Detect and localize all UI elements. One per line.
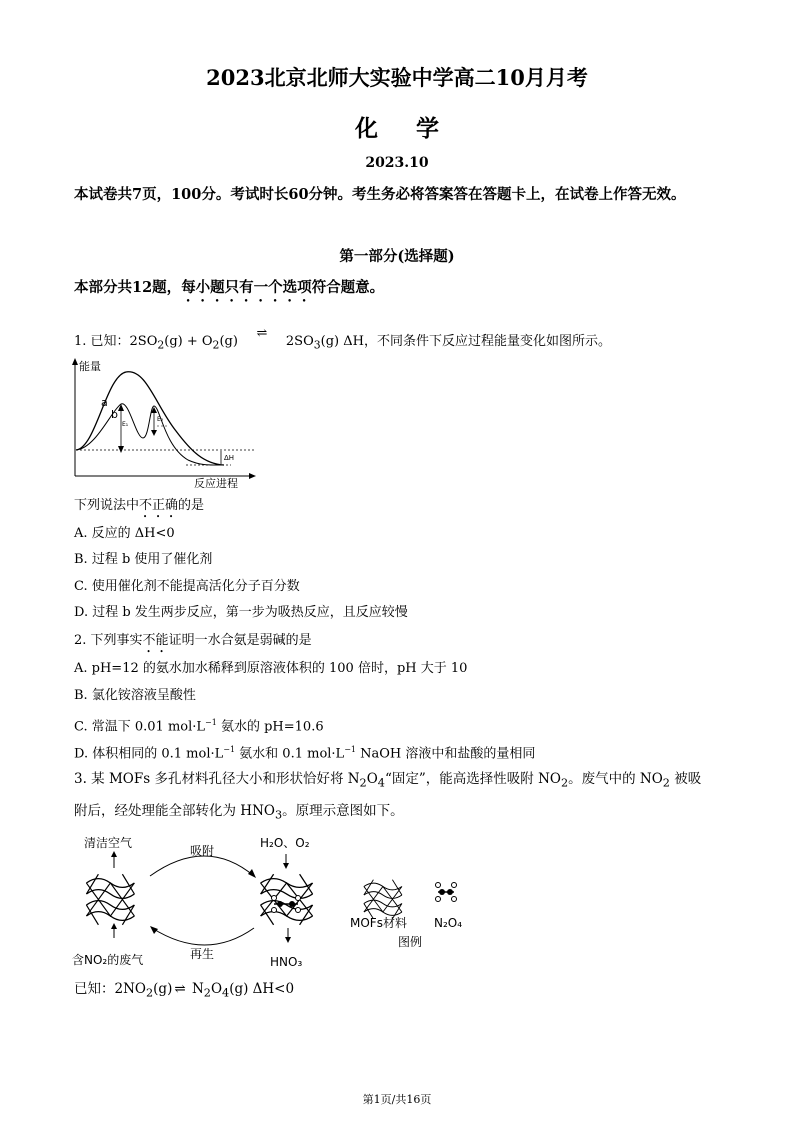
legend-n2o4-icon bbox=[436, 883, 457, 902]
q1-option-b: B. 过程 b 使用了催化剂 bbox=[74, 552, 213, 567]
x-axis-label: 反应进程 bbox=[194, 477, 238, 488]
q2-option-d bbox=[74, 741, 535, 763]
q1-ask-pre: 下列说法中 bbox=[74, 498, 140, 513]
given-sub: 4 bbox=[222, 986, 230, 1000]
arrow-down-icon bbox=[285, 937, 291, 943]
legend-label: 图例 bbox=[398, 935, 423, 949]
q3-l1-mid2: 。废气中的 NO bbox=[568, 771, 663, 787]
given-pre: 已知：2NO bbox=[74, 981, 146, 997]
q2-stem-pre: 2. 下列事实 bbox=[74, 633, 143, 648]
arrow-up-icon bbox=[111, 851, 117, 857]
q1-stem-part: (g) ΔH，不同条件下反应过程能量变化如图所示。 bbox=[320, 334, 611, 349]
q3-o: O bbox=[366, 771, 378, 787]
given-equilibrium-arrow: ⇌ bbox=[174, 981, 186, 997]
arrow-down-icon bbox=[283, 863, 289, 869]
arrow-up-icon bbox=[111, 923, 117, 929]
e2-label: E₂ bbox=[157, 416, 164, 423]
q2-stem-emph: 不能 bbox=[142, 633, 169, 648]
e1-arrowhead-icon bbox=[118, 404, 124, 411]
q3-line1 bbox=[74, 770, 701, 793]
given-sub: 2 bbox=[203, 986, 211, 1000]
arrow-left-icon bbox=[150, 926, 158, 934]
adsorb-arrow bbox=[150, 856, 254, 876]
y-axis-label: 能量 bbox=[79, 360, 101, 373]
q3-l2-post: 。原理示意图如下。 bbox=[282, 803, 404, 819]
regen-label: 再生 bbox=[190, 947, 215, 961]
subject-title: 化学 bbox=[355, 115, 477, 142]
e1-label: E₁ bbox=[122, 421, 129, 428]
exam-date: 2023.10 bbox=[365, 155, 429, 171]
q1-sub: 3 bbox=[313, 338, 321, 352]
page-title: 2023北京北师大实验中学高二10月月考 bbox=[206, 65, 588, 90]
part-note-suffix: 符合题意。 bbox=[311, 279, 385, 296]
regen-arrow bbox=[152, 928, 254, 945]
hno3-label: HNO₃ bbox=[270, 955, 303, 969]
y-axis-arrow-icon bbox=[72, 358, 78, 365]
q1-stem-part: 2SO bbox=[285, 334, 314, 349]
q3-sub: 2 bbox=[359, 776, 367, 790]
q2-c-sup: −1 bbox=[205, 718, 217, 727]
q2-d-sup: −1 bbox=[344, 745, 356, 754]
curve-a-label: a bbox=[101, 396, 108, 409]
given-o: O bbox=[210, 981, 223, 997]
clean-air-label: 清洁空气 bbox=[84, 836, 133, 850]
given-mid: (g) bbox=[153, 981, 173, 997]
q3-l1-post: 被吸 bbox=[669, 771, 702, 787]
q2-stem-post: 证明一水合氨是弱碱的是 bbox=[168, 633, 312, 648]
q3-sub: 3 bbox=[274, 808, 283, 822]
q3-l1-mid: “固定”，能高选择性吸附 NO bbox=[384, 771, 561, 787]
e1-arrowhead-bottom-icon bbox=[118, 446, 124, 453]
waste-gas-label: 含NO₂的废气 bbox=[72, 953, 144, 967]
part-note-prefix: 本部分共12题， bbox=[74, 279, 182, 296]
q2-c-post: 氨水的 pH=10.6 bbox=[216, 719, 324, 735]
curve-b bbox=[76, 404, 224, 465]
q2-d-pre: D. 体积相同的 0.1 mol·L bbox=[74, 746, 224, 762]
page-footer: 第1页/共16页 bbox=[362, 1093, 432, 1106]
q2-option-b: B. 氯化铵溶液呈酸性 bbox=[74, 688, 196, 703]
given-post: (g) ΔH<0 bbox=[229, 981, 295, 997]
q3-sub: 4 bbox=[377, 776, 385, 790]
q2-option-a: A. pH=12 的氨水加水稀释到原溶液体积的 100 倍时，pH 大于 10 bbox=[74, 661, 468, 676]
q1-stem-part: 1. 已知：2SO bbox=[74, 334, 158, 349]
h2o-o2-label: H₂O、O₂ bbox=[260, 836, 310, 850]
q3-sub: 2 bbox=[560, 776, 569, 790]
arrow-right-icon bbox=[248, 869, 256, 878]
energy-diagram bbox=[66, 356, 266, 488]
given-sub: 2 bbox=[145, 986, 154, 1000]
q3-l2-pre: 附后，经处理能全部转化为 HNO bbox=[74, 803, 275, 819]
q3-given bbox=[74, 980, 294, 1003]
legend-mofs-icon bbox=[364, 880, 402, 919]
q1-stem bbox=[74, 326, 611, 355]
q1-sub: 2 bbox=[212, 338, 220, 352]
q2-d-post: NaOH 溶液中和盐酸的量相同 bbox=[356, 746, 536, 762]
exam-instructions: 本试卷共7页，100分。考试时长60分钟。考生务必将答案答在答题卡上，在试卷上作答无效。 bbox=[74, 186, 686, 203]
q1-ask-post: 的是 bbox=[178, 498, 205, 513]
mofs-diagram bbox=[66, 832, 486, 974]
q3-line2 bbox=[74, 802, 404, 825]
q2-d-sup: −1 bbox=[223, 745, 236, 754]
q2-d-mid: 氨水和 0.1 mol·L bbox=[235, 746, 345, 762]
q3-sub: 2 bbox=[662, 776, 670, 790]
q3-l1-pre: 3. 某 MOFs 多孔材料孔径大小和形状恰好将 N bbox=[74, 771, 360, 787]
q1-option-c: C. 使用催化剂不能提高活化分子百分数 bbox=[74, 579, 300, 594]
legend-n2o4-label: N₂O₄ bbox=[434, 916, 463, 930]
x-axis-arrow-icon bbox=[249, 473, 256, 479]
mofs-right-mesh bbox=[261, 874, 313, 925]
dh-label: ΔH bbox=[224, 454, 235, 462]
given-mid2: N bbox=[187, 981, 204, 997]
n2o4-in-mesh bbox=[272, 896, 301, 913]
q1-ask-emph: 不正确 bbox=[139, 498, 179, 513]
equilibrium-arrow: ⇌ bbox=[256, 326, 268, 341]
part-heading: 第一部分(选择题) bbox=[339, 248, 455, 265]
q1-option-d: D. 过程 b 发生两步反应，第一步为吸热反应，且反应较慢 bbox=[74, 605, 408, 620]
q2-option-c bbox=[74, 714, 324, 736]
part-note bbox=[74, 276, 384, 305]
e2-arrowhead-bottom-icon bbox=[151, 430, 157, 436]
part-note-emphasis: 每小题只有一个选项 bbox=[181, 279, 312, 296]
q1-stem-part: (g) + O bbox=[164, 334, 213, 349]
q2-c-pre: C. 常温下 0.01 mol·L bbox=[74, 719, 206, 735]
q1-sub: 2 bbox=[157, 338, 165, 352]
q1-option-a: A. 反应的 ΔH<0 bbox=[74, 526, 175, 541]
adsorb-label: 吸附 bbox=[190, 844, 215, 858]
q1-ask bbox=[74, 497, 204, 521]
q1-stem-part: (g) bbox=[219, 334, 238, 349]
q2-stem bbox=[74, 632, 312, 656]
curve-b-label: b bbox=[111, 408, 118, 421]
legend-mofs-label: MOFs材料 bbox=[350, 916, 407, 930]
mofs-left-mesh bbox=[86, 874, 134, 925]
